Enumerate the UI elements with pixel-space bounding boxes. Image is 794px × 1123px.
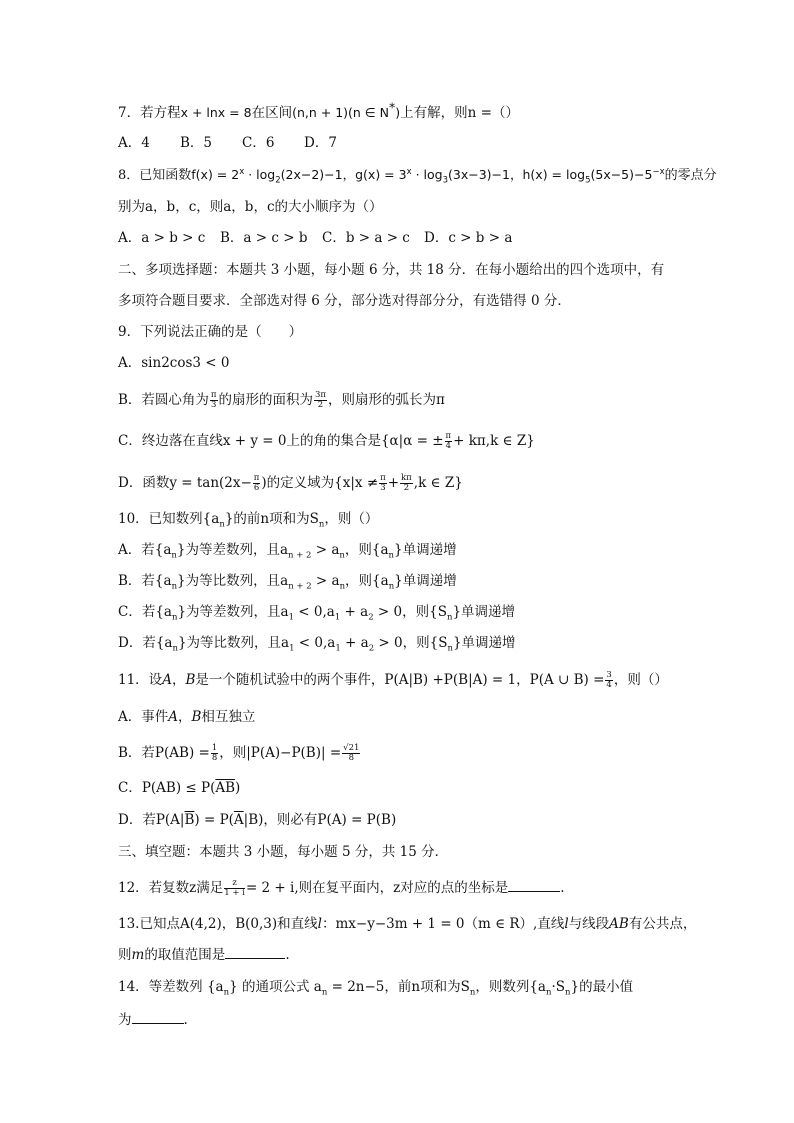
t: 相互独立 — [201, 709, 256, 725]
t: $\overline{B}$ — [184, 812, 195, 828]
q7-option-d: D．7 — [304, 135, 337, 151]
q9-b-pre: B．若圆心角为 — [118, 392, 209, 408]
s: n — [545, 987, 552, 998]
q14-line-2 — [118, 1010, 694, 1030]
t: 13.已知点A(4,2)，B(0,3)和直线 — [118, 916, 318, 932]
frac-num: π — [210, 390, 217, 400]
q8-options — [118, 228, 694, 248]
t: A．事件 — [118, 709, 169, 725]
t: + a — [340, 604, 369, 620]
frac-num: z — [224, 879, 245, 889]
t: 有公共点， — [628, 916, 697, 932]
s: n — [171, 581, 178, 592]
q9-d-frac3 — [400, 474, 413, 493]
s: n — [172, 643, 178, 654]
t: m — [131, 947, 145, 963]
s: 2 — [368, 643, 375, 654]
t: C．P(AB) ≤ P( — [118, 780, 216, 796]
q8-option-a: A．a > b > c — [118, 230, 206, 246]
question-14 — [118, 977, 694, 997]
q10-stem-mid: }的前n项和为S — [224, 511, 319, 527]
frac-den: 4 — [606, 680, 612, 690]
t: }为等差数列，且a — [176, 542, 289, 558]
q9-option-a: A．sin2cos3 < 0 — [118, 355, 230, 371]
t: B — [191, 709, 202, 725]
s: 1 — [288, 612, 295, 623]
q9-b-frac2 — [314, 391, 327, 410]
q9-d-mid: )的定义域为{x|x ≠ — [261, 475, 379, 491]
s: n — [171, 550, 177, 561]
q7-number: 7．若方程 — [118, 105, 181, 121]
q8-f-c: (2x−2)−1， — [280, 167, 356, 182]
q11-mid: 是一个随机试验中的两个事件，P(A|B) +P(B|A) = 1，P(A ∪ B) = — [195, 672, 605, 688]
t: }单调递增 — [452, 604, 516, 620]
q8-f — [191, 166, 356, 186]
question-7 — [118, 99, 694, 123]
q8-g-c: (3x−3)−1， — [448, 167, 523, 182]
q8-option-b: B．a > c > b — [220, 230, 308, 246]
q8-g-a: g(x) = 3 — [355, 167, 407, 182]
q8-g-base: 3 — [442, 175, 449, 186]
q8-f-a: f(x) = 2 — [191, 167, 240, 182]
q11-event-a: A — [162, 672, 172, 688]
t: }单调递增 — [394, 542, 457, 558]
s: n — [223, 987, 230, 998]
q11-option-d — [118, 810, 694, 830]
frac-num: 3π — [315, 390, 327, 400]
q8-h — [522, 166, 665, 186]
q7-condition-close: ) — [395, 105, 401, 120]
t: l — [317, 916, 322, 932]
t: > a — [311, 573, 340, 589]
s: n — [446, 612, 453, 623]
question-9: 9．下列说法正确的是（ ） — [118, 324, 303, 340]
t: ，则数列{a — [475, 979, 546, 995]
q9-c-pre: C．终边落在直线x + y = 0上的角的集合是{α|α = ± — [118, 433, 444, 449]
t: |B)，则必有P(A) = P(B) — [243, 812, 397, 828]
t: S — [555, 979, 565, 995]
q9-d-frac2 — [379, 474, 387, 493]
s: n — [388, 550, 394, 561]
section-2-heading: 二、多项选择题：本题共 3 小题，每小题 6 分，共 18 分．在每小题给出的四个选项中，有 — [118, 262, 665, 278]
frac-num: 3 — [606, 670, 612, 680]
t: $\overline{A}$ — [233, 812, 244, 828]
q7-text: 在区间 — [251, 105, 293, 121]
t: 则 — [118, 947, 132, 963]
q8-f-exp: x — [239, 166, 245, 177]
q10-option-d — [118, 633, 694, 653]
t: > a — [311, 542, 340, 558]
q9-option-c — [118, 431, 694, 451]
q9-d-post: ,k ∈ Z} — [413, 475, 463, 491]
t: C．若{a — [118, 604, 172, 620]
frac-num: π — [253, 473, 260, 483]
s: 1 — [335, 643, 341, 654]
t: }的最小值 — [570, 979, 634, 995]
q8-tail: 的零点分 — [664, 168, 717, 183]
question-8 — [118, 165, 717, 186]
frac-den: 1 + i — [224, 888, 245, 898]
t: ) = P( — [194, 812, 234, 828]
frac-den: 3 — [211, 400, 217, 410]
t: 的取值范围是 — [144, 947, 226, 963]
t: 与线段 — [568, 916, 610, 932]
t: = 2 + i,则在复平面内，z对应的点的坐标是 — [245, 880, 509, 896]
question-12 — [118, 878, 694, 898]
q8-g — [355, 166, 523, 186]
q11-option-c — [118, 778, 694, 798]
t: ：mx−y−3m + 1 = 0（m ∈ R）,直线 — [321, 916, 565, 932]
section-3-heading: 三、填空题：本题共 3 小题，每小题 5 分，共 15 分． — [118, 844, 449, 860]
t: > 0，则{S — [374, 635, 448, 651]
s: n + 2 — [288, 581, 312, 592]
frac-num: π — [445, 431, 452, 441]
q12-answer-blank[interactable] — [508, 879, 560, 892]
s: n — [339, 550, 345, 561]
q11-option-a — [118, 707, 694, 727]
q13-line-2 — [118, 945, 694, 965]
q11-frac — [605, 671, 612, 690]
t: ，则{a — [344, 542, 389, 558]
q9-d-frac1 — [253, 474, 261, 493]
s: n — [469, 987, 476, 998]
t: A．若{a — [118, 542, 172, 558]
q9-c-post: + kπ,k ∈ Z} — [453, 433, 535, 449]
t: }单调递增 — [394, 573, 457, 589]
frac-den: 6 — [253, 483, 260, 493]
frac-den: 2 — [403, 483, 410, 493]
q7-tail: 上有解，则n =（） — [400, 105, 519, 121]
q8-option-c: C．b > a > c — [322, 230, 410, 246]
frac-den: 4 — [445, 441, 452, 451]
t: l — [564, 916, 569, 932]
t: } 的通项公式 a — [229, 979, 322, 995]
t: }单调递增 — [452, 635, 516, 651]
q9-option-d — [118, 473, 694, 493]
t: $\overline{AB}$ — [215, 780, 236, 796]
t: < 0,a — [294, 635, 336, 651]
t: AB — [609, 916, 629, 932]
s: n — [388, 581, 395, 592]
t: }为等比数列，且a — [177, 573, 289, 589]
q7-options — [118, 133, 694, 153]
t: 12．若复数z满足 — [118, 880, 224, 896]
q10-stem-sub2: n — [318, 519, 325, 530]
s: 1 — [289, 643, 295, 654]
q8-line-2: 别为a，b，c，则a，b，c的大小顺序为（） — [118, 199, 383, 215]
t: D．若{a — [118, 635, 173, 651]
question-10 — [118, 509, 694, 529]
t: . — [560, 880, 565, 896]
q9-b-frac1 — [210, 391, 218, 410]
frac-num: π — [380, 473, 386, 483]
q9-d-pre: D．函数y = tan(2x− — [118, 475, 252, 491]
q9-d-plus: + — [387, 475, 400, 491]
frac-den: 2 — [317, 400, 324, 410]
q7-star: * — [389, 99, 396, 115]
q7-condition: (n ∈ N — [348, 105, 390, 120]
q8-g-b: · log — [411, 167, 443, 182]
t: 14．等差数列 {a — [118, 979, 224, 995]
q10-stem-post: ，则（） — [324, 511, 379, 527]
q11-b-frac2 — [342, 744, 360, 763]
t: ) — [235, 780, 241, 796]
q9-b-mid: 的扇形的面积为 — [218, 392, 314, 408]
s: n — [321, 987, 328, 998]
q7-equation: x + lnx = 8 — [180, 105, 252, 120]
question-11 — [118, 670, 694, 690]
t: < 0,a — [294, 604, 335, 620]
s: n — [171, 612, 178, 623]
q10-option-c — [118, 602, 694, 622]
frac-den: 3 — [380, 483, 386, 493]
section-2-instructions: 多项符合题目要求．全部选对得 6 分，部分选对得部分分，有选错得 0 分． — [118, 293, 571, 309]
frac-num: 1 — [211, 743, 218, 753]
q11-post: ，则（） — [613, 672, 668, 688]
q9-option-b — [118, 390, 694, 410]
t: B．若P(AB) = — [118, 745, 210, 761]
t: 为 — [118, 1012, 132, 1028]
q8-f-base: 2 — [275, 175, 281, 186]
q10-stem-sub: n — [219, 519, 225, 530]
frac-num: √21 — [343, 743, 360, 753]
q11-event-b: B — [185, 672, 196, 688]
t: . — [285, 947, 290, 963]
q8-f-b: · log — [244, 167, 276, 182]
q11-option-b — [118, 743, 694, 763]
t: · — [551, 979, 556, 995]
q8-option-d: D．c > b > a — [424, 230, 513, 246]
q14-answer-blank[interactable] — [132, 1011, 184, 1024]
q7-interval: (n,n + 1) — [292, 105, 349, 120]
question-13 — [118, 914, 697, 934]
t: > 0，则{S — [373, 604, 447, 620]
t: ，则{a — [345, 573, 389, 589]
frac-num: kπ — [401, 473, 412, 483]
q13-answer-blank[interactable] — [225, 946, 285, 959]
q8-h-exp: −x — [652, 166, 665, 177]
q8-g-exp: x — [406, 166, 412, 177]
q8-h-a: h(x) = log — [522, 167, 586, 182]
s: n — [565, 987, 571, 998]
q12-frac — [224, 879, 245, 898]
t: }为等差数列，且a — [177, 604, 289, 620]
q8-number: 8．已知函数 — [118, 168, 192, 183]
s: n — [339, 581, 346, 592]
q11-pre: 11．设 — [118, 672, 163, 688]
q8-h-b: (5x−5)−5 — [590, 167, 653, 182]
q9-b-post: ，则扇形的弧长为π — [328, 392, 445, 408]
s: n + 2 — [288, 550, 312, 561]
q11-b-frac1 — [211, 744, 218, 763]
s: 1 — [334, 612, 341, 623]
q7-option-b: B．5 — [180, 135, 213, 151]
t: . — [183, 1012, 188, 1028]
frac-den: 8 — [211, 753, 218, 763]
frac-den: 8 — [348, 753, 354, 763]
q10-option-a — [118, 540, 694, 560]
t: }为等比数列，且a — [177, 635, 290, 651]
t: ， — [178, 709, 192, 725]
t: + a — [340, 635, 369, 651]
t: B．若{a — [118, 573, 172, 589]
q11-comma: ， — [171, 672, 186, 688]
q7-option-c: C．6 — [242, 135, 275, 151]
t: ，则|P(A)−P(B)| = — [219, 745, 342, 761]
t: D．若P(A| — [118, 812, 185, 828]
t: A — [168, 709, 178, 725]
q7-option-a: A．4 — [118, 135, 150, 151]
s: n — [447, 643, 453, 654]
s: 2 — [368, 612, 374, 623]
q9-c-frac — [445, 432, 453, 451]
q8-h-base: 5 — [585, 175, 591, 186]
q10-stem-pre: 10．已知数列{a — [118, 511, 220, 527]
q10-option-b — [118, 571, 694, 591]
t: = 2n−5，前n项和为S — [327, 979, 470, 995]
